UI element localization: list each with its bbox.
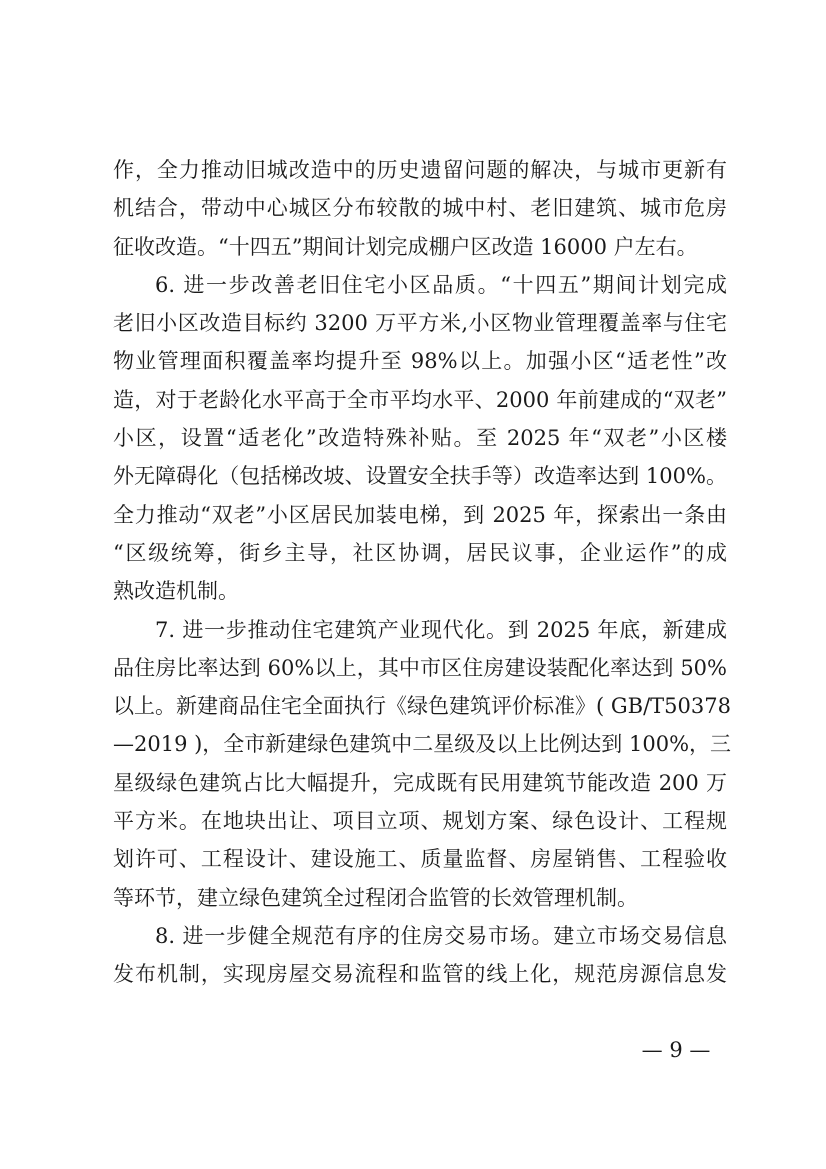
text-line: “区级统筹，街乡主导，社区协调，居民议事，企业运作”的成 [113, 540, 727, 565]
body-text [113, 151, 732, 994]
text-line: 外无障碍化（包括梯改坡、设置安全扶手等）改造率达到 100%。 [113, 464, 727, 489]
text-line: 6. 进一步改善老旧住宅小区品质。“十四五”期间计划完成 [155, 272, 727, 297]
paragraph-item-7 [113, 611, 732, 917]
text-line: 老旧小区改造目标约 3200 万平方米,小区物业管理覆盖率与住宅 [113, 311, 727, 336]
text-line: 作，全力推动旧城改造中的历史遗留问题的解决，与城市更新有 [113, 158, 727, 182]
text-line: 全力推动“双老”小区居民加装电梯，到 2025 年，探索出一条由 [113, 502, 727, 527]
text-line: 物业管理面积覆盖率均提升至 98%以上。加强小区“适老性”改 [113, 349, 727, 374]
text-line: 机结合，带动中心城区分布较散的城中村、老旧建筑、城市危房 [113, 196, 727, 221]
paragraph-continued [113, 151, 727, 266]
text-line: 造，对于老龄化水平高于全市平均水平、2000 年前建成的“双老” [113, 387, 727, 412]
text-line: 小区，设置“适老化”改造特殊补贴。至 2025 年“双老”小区楼 [113, 426, 727, 451]
text-line: 平方米。在地块出让、项目立项、规划方案、绿色设计、工程规 [113, 809, 727, 834]
text-line: 发布机制，实现房屋交易流程和监管的线上化，规范房源信息发 [113, 962, 727, 987]
text-line: 8. 进一步健全规范有序的住房交易市场。建立市场交易信息 [155, 923, 727, 948]
text-line: 熟改造机制。 [113, 579, 239, 604]
page-number: — 9 — [641, 1038, 711, 1062]
text-line: 以上。新建商品住宅全面执行《绿色建筑评价标准》( GB/T50378 [113, 694, 731, 719]
text-line: 7. 进一步推动住宅建筑产业现代化。到 2025 年底，新建成 [155, 617, 727, 642]
text-line: 征收改造。“十四五”期间计划完成棚户区改造 16000 户左右。 [113, 234, 698, 259]
paragraph-item-6 [113, 266, 727, 611]
text-line: —2019 )，全市新建绿色建筑中二星级及以上比例达到 100%，三 [113, 732, 732, 757]
text-line: 星级绿色建筑占比大幅提升，完成既有民用建筑节能改造 200 万 [113, 770, 727, 795]
text-line: 等环节，建立绿色建筑全过程闭合监管的长效管理机制。 [113, 885, 638, 910]
text-line: 品住房比率达到 60%以上，其中市区住房建设装配化率达到 50% [113, 655, 727, 680]
text-line: 划许可、工程设计、建设施工、质量监督、房屋销售、工程验收 [113, 847, 727, 872]
paragraph-item-8 [113, 917, 727, 994]
